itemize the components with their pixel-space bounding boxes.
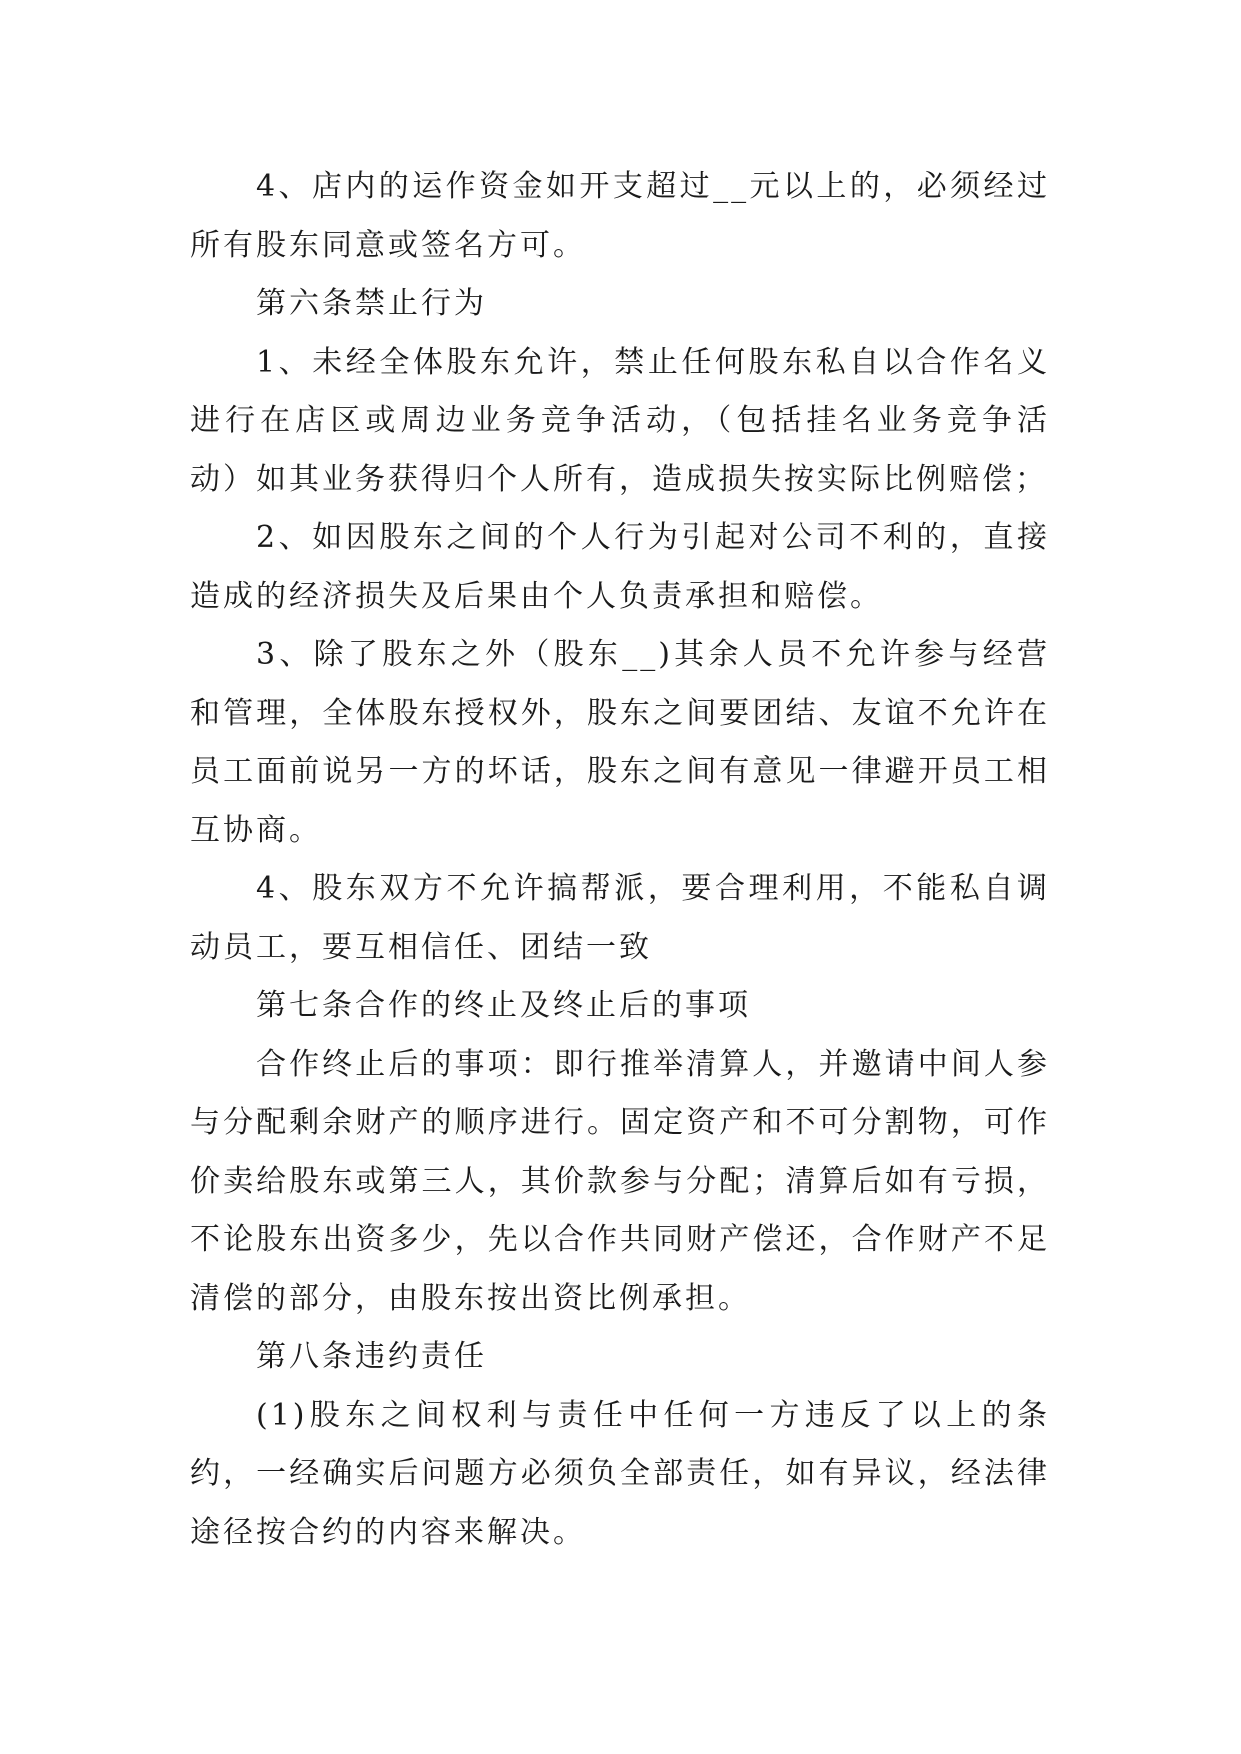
clause-7-text: 合作终止后的事项：即行推举清算人，并邀请中间人参与分配剩余财产的顺序进行。固定资产和不可分割物，可作价卖给股东或第三人，其价款参与分配；清算后如有亏损，不论股东出资多少，先以合作共同财产偿还，合作财产不足清偿的部分，由股东按出资比例承担。 (190, 1046, 1050, 1316)
clause-6-item-2: 2、如因股东之间的个人行为引起对公司不利的，直接造成的经济损失及后果由个人负责承担和赔偿。 (190, 520, 1050, 614)
article-8-heading: 第八条违约责任 (256, 1339, 487, 1374)
document-body (190, 158, 1050, 1562)
clause-6-item-1: 1、未经全体股东允许，禁止任何股东私自以合作名义进行在店区或周边业务竞争活动，（包括挂名业务竞争活动）如其业务获得归个人所有，造成损失按实际比例赔偿； (190, 344, 1050, 497)
clause-6-item-4: 4、股东双方不允许搞帮派，要合理利用，不能私自调动员工，要互相信任、团结一致 (190, 871, 1050, 965)
article-7-heading: 第七条合作的终止及终止后的事项 (256, 988, 751, 1023)
article-6-heading: 第六条禁止行为 (256, 286, 487, 321)
clause-5-item-4: 4、店内的运作资金如开支超过__元以上的，必须经过所有股东同意或签名方可。 (190, 169, 1050, 263)
clause-6-item-3: 3、除了股东之外（股东__)其余人员不允许参与经营和管理，全体股东授权外，股东之间要团结、友谊不允许在员工面前说另一方的坏话，股东之间有意见一律避开员工相互协商。 (190, 637, 1050, 848)
clause-8-item-1: (1)股东之间权利与责任中任何一方违反了以上的条约，一经确实后问题方必须负全部责任，如有异议，经法律途径按合约的内容来解决。 (190, 1397, 1050, 1550)
